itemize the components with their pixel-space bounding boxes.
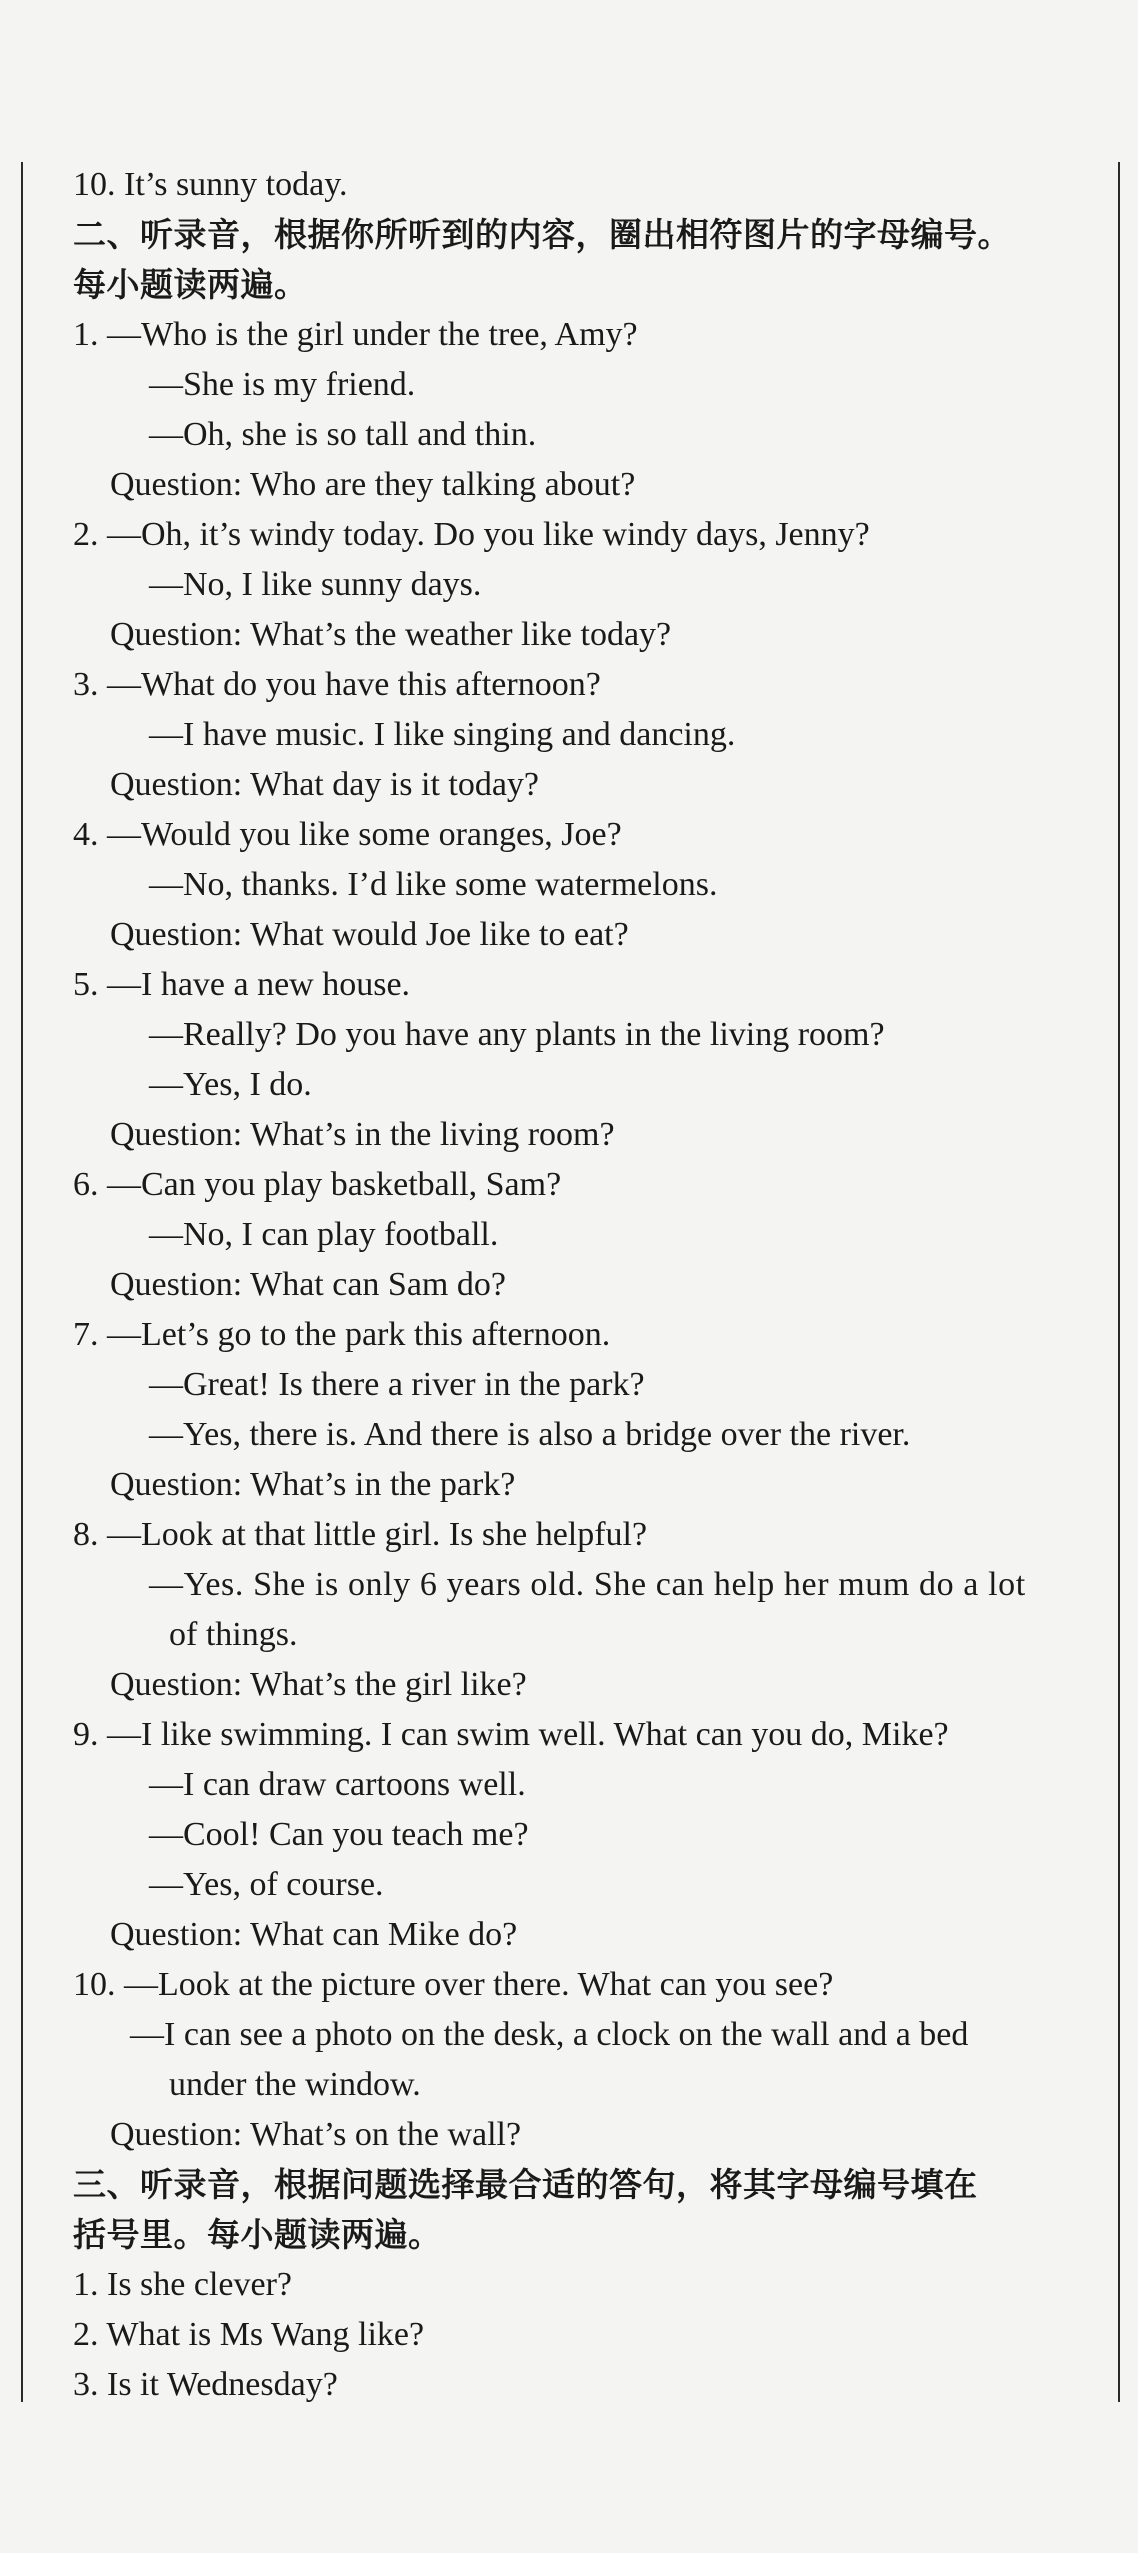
- q10-question: Question: What’s on the wall?: [110, 2116, 522, 2153]
- q9-line-3: —Cool! Can you teach me?: [149, 1816, 529, 1853]
- q4-line-1: 4. —Would you like some oranges, Joe?: [73, 816, 622, 853]
- part3-item-3: 3. Is it Wednesday?: [73, 2366, 338, 2403]
- part3-item-1: 1. Is she clever?: [73, 2266, 293, 2303]
- q4-question: Question: What would Joe like to eat?: [110, 916, 629, 953]
- q7-question: Question: What’s in the park?: [110, 1466, 516, 1503]
- part1-item-10: 10. It’s sunny today.: [73, 166, 348, 203]
- q3-line-2: —I have music. I like singing and dancing.: [149, 716, 736, 753]
- q5-line-2: —Really? Do you have any plants in the living room?: [149, 1016, 885, 1053]
- q8-question: Question: What’s the girl like?: [110, 1666, 527, 1703]
- q6-line-2: —No, I can play football.: [149, 1216, 499, 1253]
- q2-line-1: 2. —Oh, it’s windy today. Do you like windy days, Jenny?: [73, 516, 870, 553]
- q7-line-2: —Great! Is there a river in the park?: [149, 1366, 645, 1403]
- transcript-content: [73, 160, 1093, 2410]
- q8-line-2: —Yes. She is only 6 years old. She can help her mum do a lot: [149, 1566, 1026, 1603]
- q3-line-1: 3. —What do you have this afternoon?: [73, 666, 601, 703]
- q1-question: Question: Who are they talking about?: [110, 466, 636, 503]
- q9-line-4: —Yes, of course.: [149, 1866, 384, 1903]
- left-margin-rule: [21, 162, 23, 2402]
- q7-line-3: —Yes, there is. And there is also a bridge over the river.: [149, 1416, 911, 1453]
- q2-line-2: —No, I like sunny days.: [149, 566, 482, 603]
- q7-line-1: 7. —Let’s go to the park this afternoon.: [73, 1316, 611, 1353]
- part3-item-2: 2. What is Ms Wang like?: [73, 2316, 425, 2353]
- q5-line-1: 5. —I have a new house.: [73, 966, 411, 1003]
- q1-line-1: 1. —Who is the girl under the tree, Amy?: [73, 316, 638, 353]
- q10-line-2-cont: under the window.: [169, 2066, 421, 2103]
- part2-heading-cont: 每小题读两遍。: [73, 265, 308, 304]
- q9-line-1: 9. —I like swimming. I can swim well. What can you do, Mike?: [73, 1716, 949, 1753]
- part3-heading-cont: 括号里。每小题读两遍。: [73, 2215, 442, 2254]
- q8-line-1: 8. —Look at that little girl. Is she helpful?: [73, 1516, 648, 1553]
- q3-question: Question: What day is it today?: [110, 766, 540, 803]
- q10-line-1: 10. —Look at the picture over there. What can you see?: [73, 1966, 834, 2003]
- q6-question: Question: What can Sam do?: [110, 1266, 506, 1303]
- q1-line-2: —She is my friend.: [149, 366, 416, 403]
- right-margin-rule: [1118, 162, 1120, 2402]
- q5-line-3: —Yes, I do.: [149, 1066, 312, 1103]
- q9-question: Question: What can Mike do?: [110, 1916, 518, 1953]
- q6-line-1: 6. —Can you play basketball, Sam?: [73, 1166, 562, 1203]
- q9-line-2: —I can draw cartoons well.: [149, 1766, 526, 1803]
- part3-heading: 三、听录音，根据问题选择最合适的答句，将其字母编号填在: [73, 2165, 978, 2204]
- q8-line-2-cont: of things.: [169, 1616, 298, 1653]
- q10-line-2: —I can see a photo on the desk, a clock on the wall and a bed: [130, 2016, 969, 2053]
- part2-heading: 二、听录音，根据你所听到的内容，圈出相符图片的字母编号。: [73, 215, 1011, 254]
- q4-line-2: —No, thanks. I’d like some watermelons.: [149, 866, 718, 903]
- q2-question: Question: What’s the weather like today?: [110, 616, 672, 653]
- q1-line-3: —Oh, she is so tall and thin.: [149, 416, 537, 453]
- q5-question: Question: What’s in the living room?: [110, 1116, 615, 1153]
